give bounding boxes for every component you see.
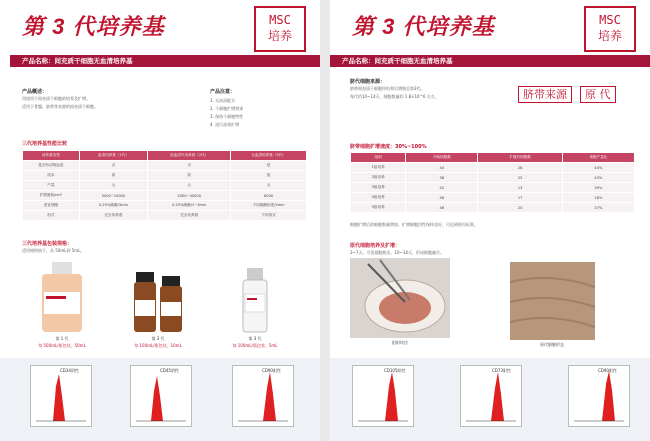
table-cell: 3组培养 — [351, 183, 406, 193]
flow-histogram-6 — [568, 365, 630, 427]
stamp-line-1: MSC — [269, 13, 291, 27]
hist-label-4: CD105阳性 — [384, 368, 406, 373]
product-name-bar: 产品名称：间充质干细胞无血清培养基 — [330, 55, 650, 67]
table-cell: 46 — [406, 203, 478, 213]
table-row — [351, 163, 635, 173]
hist-label-2: CD45阴性 — [160, 368, 179, 373]
table-cell: 37% — [562, 203, 634, 213]
table-title: 脐带细胞扩增速度：30%~100% — [350, 144, 427, 150]
medium-bottle-gen1 — [32, 258, 92, 338]
notes-line-3: 3. 保持干细胞特性 — [210, 114, 244, 119]
table-row — [23, 171, 307, 181]
overview-line-2: 适用于骨髓、脐带等来源的间充质干细胞。 — [22, 104, 98, 109]
flow-histogram-2 — [130, 365, 192, 427]
stamp-line-2: 培养 — [267, 29, 292, 43]
msc-stamp — [254, 6, 306, 52]
photo-caption-2: 原代细胞形态 — [540, 342, 564, 347]
table-note: 细胞扩增后的细胞数量增加，扩增细胞活性保持良好，可达到相关标准。 — [350, 222, 478, 227]
stamp-line-2: 培养 — [597, 29, 622, 43]
table-cell: 成本 — [23, 171, 80, 181]
table-cell: 否 — [79, 161, 148, 171]
table-cell: 适宜细胞 — [23, 201, 80, 211]
photo-caption-1: 组织块法 — [392, 340, 408, 345]
table-cell: 大 — [148, 181, 231, 191]
table-header: 组别 — [351, 153, 406, 163]
cell-morphology-photo — [510, 262, 595, 340]
table-cell: 8000 — [231, 191, 307, 201]
table-cell: 不同胰酶浓度/2min — [231, 201, 307, 211]
flow-histogram-4 — [352, 365, 414, 427]
table-row — [23, 201, 307, 211]
cells-line-1: 脐带间充质干细胞经培养后增殖至第3代。 — [350, 86, 425, 91]
medium-vials-gen3 — [128, 258, 188, 338]
product-spec-1: 每 500mL/瓶包装，50mL — [38, 343, 86, 348]
photos-sub: 3~7天，可见细胞爬出，10~14天，形成细胞融合。 — [350, 250, 444, 255]
table-header: 血清培养基（1代） — [79, 151, 148, 161]
notes-line-1: 1. 无血清配方 — [210, 98, 236, 103]
table-cell: 5000~10000 — [79, 191, 148, 201]
table-row — [351, 193, 635, 203]
products-sub: 适用规格如下，从 50mL到 5mL。 — [22, 248, 85, 253]
table-cell: 38 — [406, 173, 478, 183]
left-page — [0, 0, 320, 441]
cells-line-2: 每代约10~14天，细胞数量约 1.8×10^6 左右。 — [350, 94, 439, 99]
table-cell: 完全培养基 — [148, 211, 231, 221]
table-header-row — [351, 153, 635, 163]
hist-label-5: CD73阳性 — [492, 368, 511, 373]
hist-label-3: CD90阳性 — [262, 368, 281, 373]
table-cell: 28% — [562, 193, 634, 203]
table-header: 开始细胞数 — [406, 153, 478, 163]
table-cell: 完全培养基 — [79, 211, 148, 221]
table-cell: 20 — [478, 203, 562, 213]
table-row — [23, 191, 307, 201]
table-cell: 大 — [79, 181, 148, 191]
table-cell: 0.25%胰酶/3min — [79, 201, 148, 211]
table-header: 无血清培养基（3代） — [231, 151, 307, 161]
product-caption-2: 第 3 代 — [151, 336, 165, 341]
table-header: 培养基类型 — [23, 151, 80, 161]
table-cell: 是否有动物血清 — [23, 161, 80, 171]
product-spec-2: 每 100mL/瓶包装，10mL — [134, 343, 182, 348]
table-cell: 44% — [562, 163, 634, 173]
table-cell: 17 — [478, 193, 562, 203]
table-row — [23, 161, 307, 171]
table-cell: 否 — [148, 161, 231, 171]
table-cell: 2组培养 — [351, 173, 406, 183]
notes-line-4: 4. 进行高效扩增 — [210, 122, 240, 127]
hist-label-6: CD90阳性 — [598, 368, 617, 373]
medium-vial-small — [225, 258, 285, 338]
table-cell: 43% — [562, 173, 634, 183]
stamp-line-1: MSC — [599, 13, 621, 27]
table-cell: 25 — [478, 173, 562, 183]
product-caption-1: 第 1 代 — [55, 336, 69, 341]
table-cell: 不同形式 — [231, 211, 307, 221]
tissue-culture-photo — [350, 258, 450, 338]
table-cell: 大 — [231, 181, 307, 191]
table-cell: 13 — [478, 183, 562, 193]
table-row — [23, 181, 307, 191]
table-cell: 1组培养 — [351, 163, 406, 173]
table-cell: 44 — [406, 163, 478, 173]
products-title: 三代培养基包装规格： — [22, 241, 73, 247]
msc-stamp — [584, 6, 636, 52]
table-row — [351, 173, 635, 183]
product-name-bar: 产品名称：间充质干细胞无血清培养基 — [10, 55, 320, 67]
table-cell: 5组培养 — [351, 203, 406, 213]
table-cell: 48 — [406, 193, 478, 203]
flow-histogram-1 — [30, 365, 92, 427]
table-cell: 产量 — [23, 181, 80, 191]
table-cell: 0.25%胰酶/1~3min — [148, 201, 231, 211]
table-cell: 是 — [231, 161, 307, 171]
table-row — [23, 211, 307, 221]
product-spec-3: 每 100mL/瓶包装，5mL — [232, 343, 278, 348]
table-title: 三代培养基性能比较 — [22, 141, 68, 147]
table-header: 扩增后细胞数 — [478, 153, 562, 163]
table-cell: 形式 — [23, 211, 80, 221]
table-cell: 5000~40000 — [148, 191, 231, 201]
notes-line-2: 2. 干细胞扩增效果 — [210, 106, 244, 111]
comparison-table — [22, 150, 307, 221]
photos-title: 原代细胞培养及扩增： — [350, 243, 401, 249]
table-cell: 28 — [478, 163, 562, 173]
source-seal: 脐带来源 — [518, 86, 572, 103]
overview-line-1: 用途用于间充质干细胞的培养及扩增。 — [22, 96, 90, 101]
table-header-row — [23, 151, 307, 161]
page-title: 第 3 代培养基 — [352, 14, 495, 39]
section-notes: 产品注意： — [210, 89, 236, 95]
table-cell: 高 — [79, 171, 148, 181]
expansion-table — [350, 152, 635, 213]
product-caption-3: 第 3 代 — [248, 336, 262, 341]
table-cell: 4组培养 — [351, 193, 406, 203]
table-cell: 扩增面积/cm² — [23, 191, 80, 201]
table-row — [351, 183, 635, 193]
section-cells: 脐代细胞来源： — [350, 79, 386, 85]
table-header: 细胞产量比 — [562, 153, 634, 163]
table-header: 低血清代培养基（2代） — [148, 151, 231, 161]
flow-histogram-5 — [460, 365, 522, 427]
passage-seal: 原 代 — [580, 86, 616, 103]
table-cell: 低 — [231, 171, 307, 181]
table-cell: 42 — [406, 183, 478, 193]
right-page — [330, 0, 650, 441]
page-title: 第 3 代培养基 — [22, 14, 165, 39]
table-cell: 高 — [148, 171, 231, 181]
table-row — [351, 203, 635, 213]
hist-label-1: CD34阴性 — [60, 368, 79, 373]
table-cell: 39% — [562, 183, 634, 193]
flow-histogram-3 — [232, 365, 294, 427]
section-overview: 产品概述： — [22, 89, 48, 95]
